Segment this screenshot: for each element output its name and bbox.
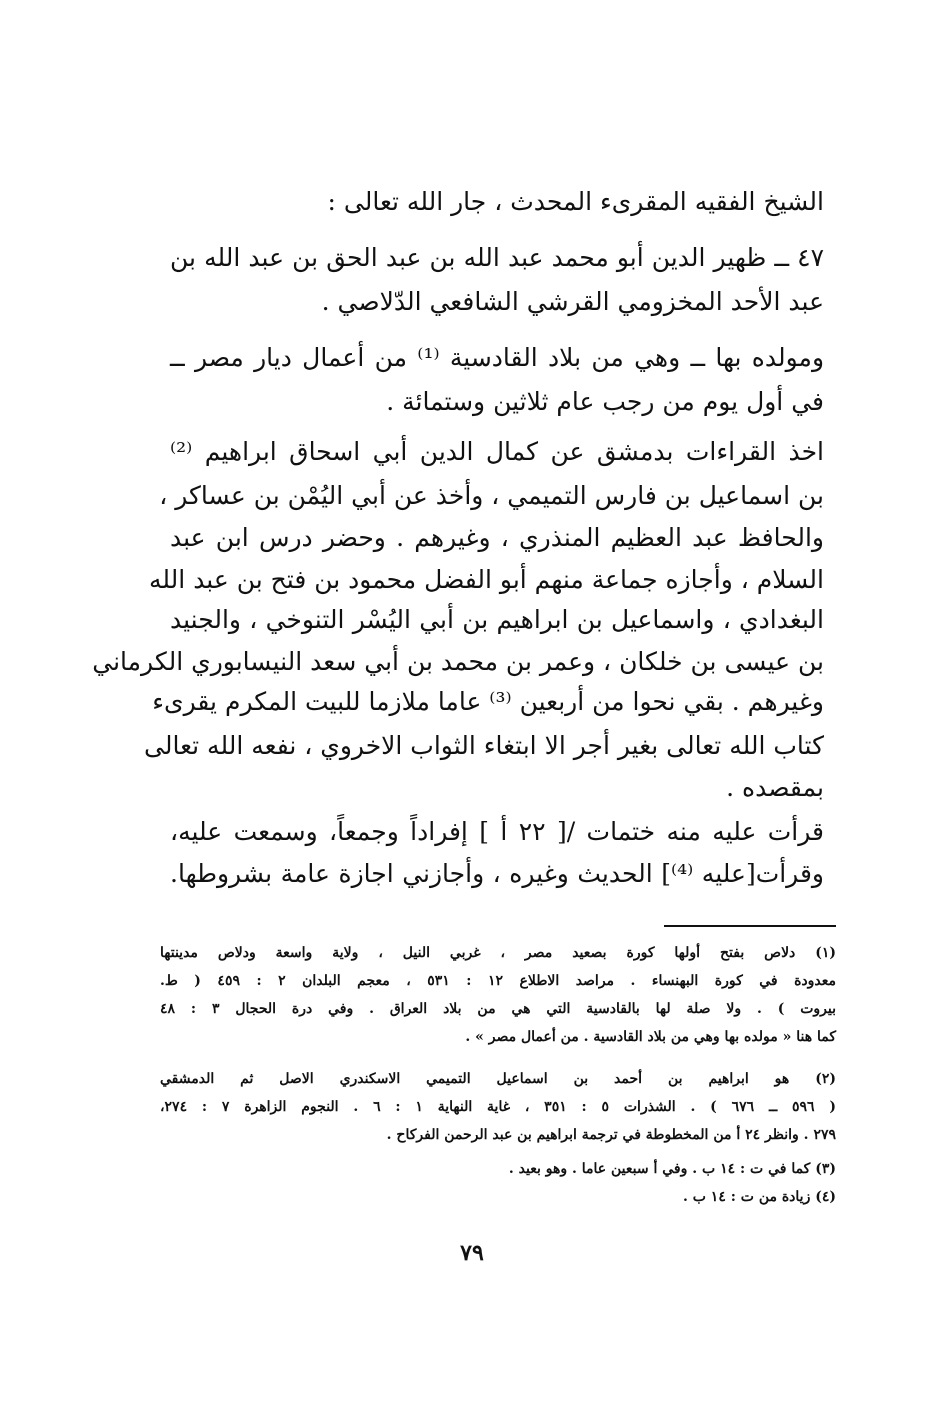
birth-line-2: في أول يوم من رجب عام ثلاثين وستمائة . [386,387,824,416]
footnote-1-line-4: كما هنا « مولده بها وهي من بلاد القادسية . من أعمال مصر » . [465,1029,836,1045]
studies-line-9: بمقصده . [726,773,824,802]
footnote-2-line-2: ( ٥٩٦ ــ ٦٧٦ ) . الشذرات ٥ : ٣٥١ ، غاية النهاية ١ : ٦ . النجوم الزاهرة ٧ : ٢٧٤، [160,1099,837,1115]
studies-line-7: وغيرهم . بقي نحوا من أربعين ⁽³⁾ عاما ملازما للبيت المكرم يقرىء [152,687,824,716]
readings-line-2: وقرأت[عليه ⁽⁴⁾] الحديث وغيره ، وأجازني اجازة عامة بشروطها. [170,859,824,888]
studies-line-8: كتاب الله تعالى بغير أجر الا ابتغاء الثواب الاخروي ، نفعه الله تعالى [144,731,824,760]
intro-line: الشيخ الفقيه المقرىء المحدث ، جار الله تعالى : [327,187,824,216]
studies-line-5: البغدادي ، واسماعيل بن ابراهيم بن أبي اليُسْر التنوخي ، والجنيد [170,605,824,634]
footnote-1-line-3: بيروت ) . ولا صلة لها بالقادسية التي هي من بلاد العراق . وفي درة الحجال ٣ : ٤٨ [160,1001,836,1017]
studies-line-4: السلام ، وأجازه جماعة منهم أبو الفضل محمود بن فتح بن عبد الله [149,565,824,594]
page-number: ٧٩ [460,1240,484,1266]
footnote-1-line-1: (١) دلاص بفتح أولها كورة بصعيد مصر ، غربي النيل ، ولاية واسعة ودلاص مدينتها [160,945,836,961]
studies-line-1: اخذ القراءات بدمشق عن كمال الدين أبي اسحاق ابراهيم ⁽²⁾ [170,437,824,466]
footnote-4: (٤) زيادة من ت : ١٤ ب . [682,1189,836,1205]
studies-line-3: والحافظ عبد العظيم المنذري ، وغيرهم . وحضر درس ابن عبد [170,523,824,552]
studies-line-6: بن عيسى بن خلكان ، وعمر بن محمد بن أبي سعد النيسابوري الكرماني [92,647,824,676]
entry-line-2: عبد الأحد المخزومي القرشي الشافعي الدّلاصي . [321,287,824,316]
footnote-2-line-1: (٢) هو ابراهيم بن أحمد بن اسماعيل التميمي الاسكندري الاصل ثم الدمشقي [160,1071,836,1087]
birth-line-1: ومولده بها ــ وهي من بلاد القادسية ⁽¹⁾ من أعمال ديار مصر ــ [170,343,825,372]
readings-line-1: قرأت عليه منه ختمات /[ ٢٢ أ ] إفراداً وجمعاً، وسمعت عليه، [170,817,824,846]
studies-line-2: بن اسماعيل بن فارس التميمي ، وأخذ عن أبي اليُمْن بن عساكر ، [159,481,824,510]
entry-line-1: ٤٧ ــ ظهير الدين أبو محمد عبد الله بن عبد الحق بن عبد الله بن [170,243,824,272]
footnote-1-line-2: معدودة في كورة البهنساء . مراصد الاطلاع ١٢ : ٥٣١ ، معجم البلدان ٢ : ٤٥٩ ( ط. [160,973,837,989]
footnote-3: (٣) كما في ت : ١٤ ب . وفي أ سبعين عاما . وهو بعيد . [508,1161,836,1177]
footnote-separator [664,925,836,927]
footnote-2-line-3: ٢٧٩ . وانظر ٢٤ أ من المخطوطة في ترجمة ابراهيم بن عبد الرحمن الفركاح . [386,1127,836,1143]
